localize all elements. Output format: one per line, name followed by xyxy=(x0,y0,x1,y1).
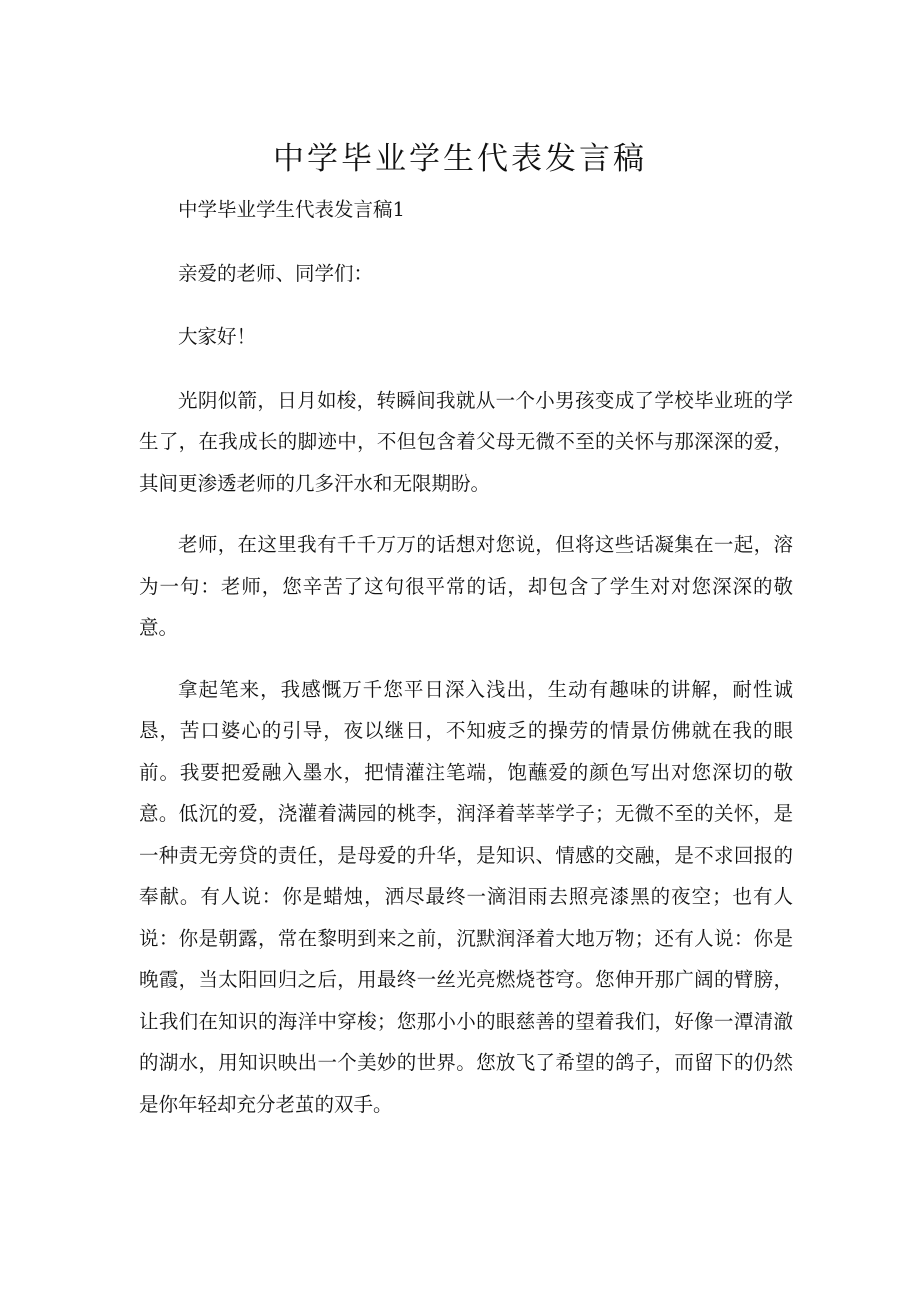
document-body xyxy=(139,189,793,1125)
paragraph-1: 光阴似箭，日月如梭，转瞬间我就从一个小男孩变成了学校毕业班的学生了，在我成长的脚迹中，不但包含着父母无微不至的关怀与那深深的爱，其间更渗透老师的几多汗水和无限期盼。 xyxy=(139,388,793,495)
paragraph-2: 老师，在这里我有千千万万的话想对您说，但将这些话凝集在一起，溶为一句：老师，您辛苦了这句很平常的话，却包含了学生对对您深深的敬意。 xyxy=(139,533,793,639)
greeting: 大家好！ xyxy=(178,325,257,348)
section-heading: 中学毕业学生代表发言稿1 xyxy=(178,198,405,221)
document-title: 中学毕业学生代表发言稿 xyxy=(273,140,647,177)
paragraph-3: 拿起笔来，我感慨万千您平日深入浅出，生动有趣味的讲解，耐性诚恳，苦口婆心的引导，夜以继日，不知疲乏的操劳的情景仿佛就在我的眼前。我要把爱融入墨水，把情灌注笔端，饱蘸爱的颜色写出对您深切的敬意。低沉的爱，浇灌着满园的桃李，润泽着莘莘学子；无微不至的关怀，是一种责无旁贷的责任，是母爱的升华，是知识、情感的交融，是不求回报的奉献。有人说：你是蜡烛，洒尽最终一滴泪雨去照亮漆黑的夜空；也有人说：你是朝露，常在黎明到来之前，沉默润泽着大地万物；还有人说：你是晚霞，当太阳回归之后，用最终一丝光亮燃烧苍穹。您伸开那广阔的臂膀，让我们在知识的海洋中穿梭；您那小小的眼慈善的望着我们，好像一潭清澈的湖水，用知识映出一个美妙的世界。您放飞了希望的鸽子，而留下的仍然是你年轻却充分老茧的双手。 xyxy=(139,677,793,1116)
salutation: 亲爱的老师、同学们： xyxy=(178,261,374,285)
